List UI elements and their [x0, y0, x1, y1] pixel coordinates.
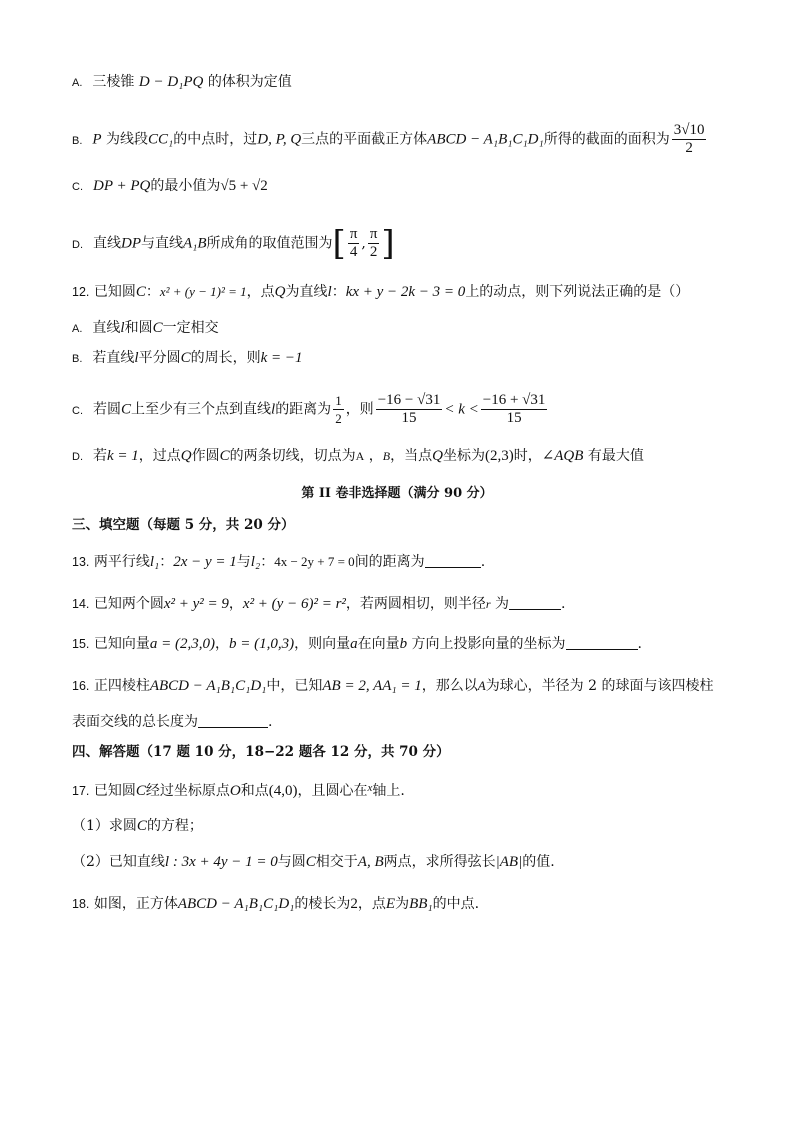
math-expr: C: [219, 448, 230, 464]
math-expr: A₁B: [183, 235, 207, 252]
fraction: [348, 226, 360, 261]
fraction: [376, 392, 443, 427]
math-expr: < k <: [444, 401, 479, 418]
answer-blank[interactable]: [509, 595, 561, 610]
text: 为线段: [106, 131, 149, 148]
part2-title: 第 II 卷非选择题（满分 90 分）: [301, 486, 493, 501]
text: 若直线: [92, 350, 135, 366]
text: 方向上投影向量的坐标为: [411, 636, 566, 652]
right-bracket: ]: [381, 223, 395, 264]
text: 经过坐标原点: [145, 783, 230, 799]
math-expr: l : 3x + 4y − 1 = 0: [164, 854, 278, 870]
text: ，那么以: [421, 678, 478, 694]
question-number: 18.: [72, 897, 90, 911]
text: 表面交线的总长度为: [72, 714, 198, 730]
q12-option-b: [72, 348, 754, 369]
text: 若: [93, 448, 107, 464]
text: ，当点: [390, 448, 433, 464]
q12-stem: [72, 282, 754, 302]
math-expr: O: [229, 783, 241, 799]
text: ，点: [246, 284, 275, 300]
question-number: 16.: [72, 679, 90, 693]
text: 已知圆: [93, 783, 136, 799]
option-label: A.: [72, 323, 83, 335]
denominator: 15: [506, 410, 522, 426]
numerator: 3√10: [673, 122, 705, 138]
option-label: D.: [72, 238, 83, 251]
text: 的两条切线，切点为: [229, 448, 356, 464]
math-expr: AB = 2, AA₁ = 1: [322, 678, 422, 694]
math-expr: ABCD − A₁B₁C₁D₁: [427, 131, 544, 148]
text: ，若两圆相切，则半径: [345, 596, 486, 612]
math-expr: a = (2,3,0): [149, 636, 215, 652]
math-expr: A: [355, 449, 365, 463]
math-expr: A, B: [357, 854, 384, 870]
q11-option-a: [72, 72, 754, 93]
math-expr: DP: [121, 235, 141, 252]
q13: 13. 两平行线l₁：2x − y = 1与l₂：4x − 2y + 7 = 0间的距离为 .: [72, 554, 486, 570]
text: ，: [214, 636, 229, 652]
denominator: 2: [369, 244, 378, 260]
text: .: [561, 596, 566, 612]
numerator: −16 + √31: [482, 392, 546, 408]
numerator: π: [369, 226, 378, 242]
q11-option-d: D. 直线DP与直线A₁B所成角的取值范围为[ $\frac{\pi}{4}$ , $\frac{\pi}{2}$ ]: [72, 223, 395, 264]
q15: [72, 634, 754, 654]
math-expr: D − D₁PQ: [138, 74, 204, 90]
fraction: [672, 122, 707, 157]
math-expr: b = (1,0,3): [228, 636, 295, 652]
math-expr: ABCD − A₁B₁C₁D₁: [149, 678, 267, 694]
text: 一定相交: [162, 320, 219, 336]
text: 时，: [513, 448, 542, 464]
q17-part2: [72, 852, 754, 872]
answer-blank[interactable]: [425, 553, 481, 568]
text: ：: [145, 284, 160, 300]
numerator: −16 − √31: [377, 392, 441, 408]
text: ，则: [345, 401, 374, 418]
math-expr: l: [271, 401, 276, 418]
math-expr: C: [305, 854, 316, 870]
text: 的距离为: [275, 401, 332, 418]
section4-heading: 四、解答题（17 题 10 分，18−22 题各 12 分，共 70 分）: [72, 744, 450, 760]
text: ，: [368, 448, 383, 464]
text: 作圆: [191, 448, 220, 464]
text: 已知向量: [93, 636, 150, 652]
math-expr: (4,0): [268, 783, 298, 799]
question-number: 12.: [72, 285, 90, 299]
fraction: [481, 392, 548, 427]
text: 正四棱柱: [93, 678, 150, 694]
text: 有最大值: [587, 448, 644, 464]
question-number: 15.: [72, 637, 90, 651]
question-number: 13.: [72, 555, 90, 569]
text: 为: [395, 896, 410, 912]
text: 两点，求所得弦长: [383, 854, 496, 870]
text: 坐标为: [442, 448, 485, 464]
answer-blank[interactable]: [198, 713, 268, 728]
math-expr: C: [121, 401, 132, 418]
math-expr: D, P, Q: [257, 131, 302, 148]
left-bracket: [: [332, 223, 346, 264]
text: 的棱长为: [294, 896, 351, 912]
math-expr: r: [485, 597, 491, 611]
math-expr: k = −1: [260, 350, 303, 366]
text: 和圆: [124, 320, 153, 336]
numerator: π: [349, 226, 358, 242]
text: 上至少有三个点到直线: [131, 401, 272, 418]
q17-part1: [72, 816, 754, 836]
math-expr: E: [385, 896, 396, 912]
text: 若圆: [93, 401, 121, 418]
math-expr: CC₁: [148, 131, 174, 148]
math-expr: a: [350, 636, 358, 652]
answer-blank[interactable]: [566, 635, 638, 650]
option-label: B.: [72, 353, 83, 365]
text: 间的距离为: [354, 554, 425, 570]
option-label: D.: [72, 451, 83, 463]
denominator: 2: [335, 411, 342, 426]
fraction: [333, 392, 344, 427]
math-expr: DP + PQ: [93, 178, 151, 194]
text: 直线: [93, 235, 121, 252]
math-expr: x² + y² = 9: [163, 596, 229, 612]
text: 两平行线: [93, 554, 150, 570]
text: 和点: [240, 783, 269, 799]
q16-line2: [72, 712, 754, 732]
text: 为: [495, 596, 510, 612]
text: 所得的截面的面积为: [543, 131, 670, 148]
text: 的体积为定值: [207, 74, 292, 90]
text: 与: [236, 554, 251, 570]
text: （1）求圆: [72, 818, 137, 834]
q12-option-a: [72, 318, 754, 339]
math-expr: l₁: [149, 554, 160, 570]
math-expr: 4x − 2y + 7 = 0: [274, 554, 355, 569]
math-expr: x² + (y − 6)² = r²: [242, 596, 346, 612]
math-expr: k = 1: [107, 448, 139, 464]
math-expr: l₂: [250, 554, 261, 570]
math-expr: 2x − y = 1: [173, 554, 237, 570]
text: 如图，正方体: [93, 896, 178, 912]
q12-option-c: [72, 392, 754, 427]
math-expr: x: [367, 782, 373, 794]
text: 的中点时，过: [173, 131, 258, 148]
text: .: [480, 554, 486, 570]
text: 中，已知: [266, 678, 323, 694]
math-expr: B: [382, 449, 391, 463]
text: ，点: [357, 896, 386, 912]
option-label: C.: [72, 181, 83, 193]
math-expr: A: [477, 678, 486, 693]
text: 与圆: [277, 854, 306, 870]
math-expr: l: [327, 284, 332, 300]
text: ，且圆心在: [297, 783, 368, 799]
math-expr: Q: [180, 448, 192, 464]
question-number: 17.: [72, 784, 90, 798]
math-expr: C: [152, 320, 163, 336]
q14: [72, 594, 754, 614]
denominator: 2: [685, 140, 693, 156]
section3-heading: 三、填空题（每题 5 分，共 20 分）: [72, 517, 295, 533]
math-expr: l: [120, 320, 125, 336]
text: 为直线: [285, 284, 328, 300]
text: 与直线: [141, 235, 183, 252]
q11-option-c: [72, 176, 754, 197]
text: 的中点.: [432, 896, 480, 912]
math-expr: b: [399, 636, 408, 652]
text: 相交于: [315, 854, 358, 870]
text: ，则向量: [294, 636, 351, 652]
text: 在向量: [357, 636, 400, 652]
text: 的方程；: [146, 818, 203, 834]
q12-option-d: [72, 446, 754, 467]
math-expr: ABCD − A₁B₁C₁D₁: [177, 896, 295, 912]
option-label: B.: [72, 134, 83, 147]
text: ，过点: [138, 448, 181, 464]
q11-option-b: [72, 122, 754, 157]
text: 为球心，半径为 2 的球面与该四棱柱: [485, 678, 714, 694]
q16-line1: [72, 676, 754, 696]
text: （2）已知直线: [72, 854, 165, 870]
math-expr: x² + (y − 1)² = 1: [159, 284, 247, 299]
numerator: 1: [335, 393, 342, 408]
q18-stem: [72, 894, 754, 914]
math-expr: C: [135, 284, 146, 300]
text: 的最小值为: [150, 178, 221, 194]
math-expr: ∠AQB: [541, 448, 584, 464]
math-expr: l: [134, 350, 139, 366]
text: 三点的平面截正方体: [301, 131, 428, 148]
text: 轴上.: [372, 783, 405, 799]
text: .: [268, 714, 273, 730]
math-expr: √5 + √2: [220, 178, 268, 194]
denominator: 15: [401, 410, 417, 426]
text: 三棱锥: [92, 74, 135, 90]
math-expr: BB₁: [409, 896, 433, 912]
q17-stem: [72, 778, 754, 801]
option-label: A.: [72, 77, 83, 89]
math-expr: kx + y − 2k − 3 = 0: [345, 284, 466, 300]
text: .: [637, 636, 642, 652]
math-expr: C: [136, 818, 147, 834]
text: 上的动点，则下列说法正确的是（）: [465, 284, 690, 300]
fraction: [368, 226, 380, 261]
text: 的值.: [522, 854, 555, 870]
question-number: 14.: [72, 597, 90, 611]
text: 已知两个圆: [93, 596, 164, 612]
math-expr: P: [92, 131, 102, 148]
math-expr: Q: [432, 448, 443, 464]
option-label: C.: [72, 404, 83, 417]
text: 所成角的取值范围为: [206, 235, 333, 252]
math-expr: 2: [350, 896, 358, 912]
text: 已知圆: [93, 284, 136, 300]
math-expr: |AB|: [495, 854, 523, 870]
denominator: 4: [349, 244, 358, 260]
math-expr: (2,3): [484, 448, 514, 464]
text: 的周长，则: [190, 350, 261, 366]
math-expr: C: [135, 783, 146, 799]
text: ：: [331, 284, 346, 300]
math-expr: C: [180, 350, 191, 366]
math-expr: Q: [274, 284, 286, 300]
text: ，: [228, 596, 243, 612]
text: 直线: [92, 320, 121, 336]
text: 平分圆: [138, 350, 181, 366]
